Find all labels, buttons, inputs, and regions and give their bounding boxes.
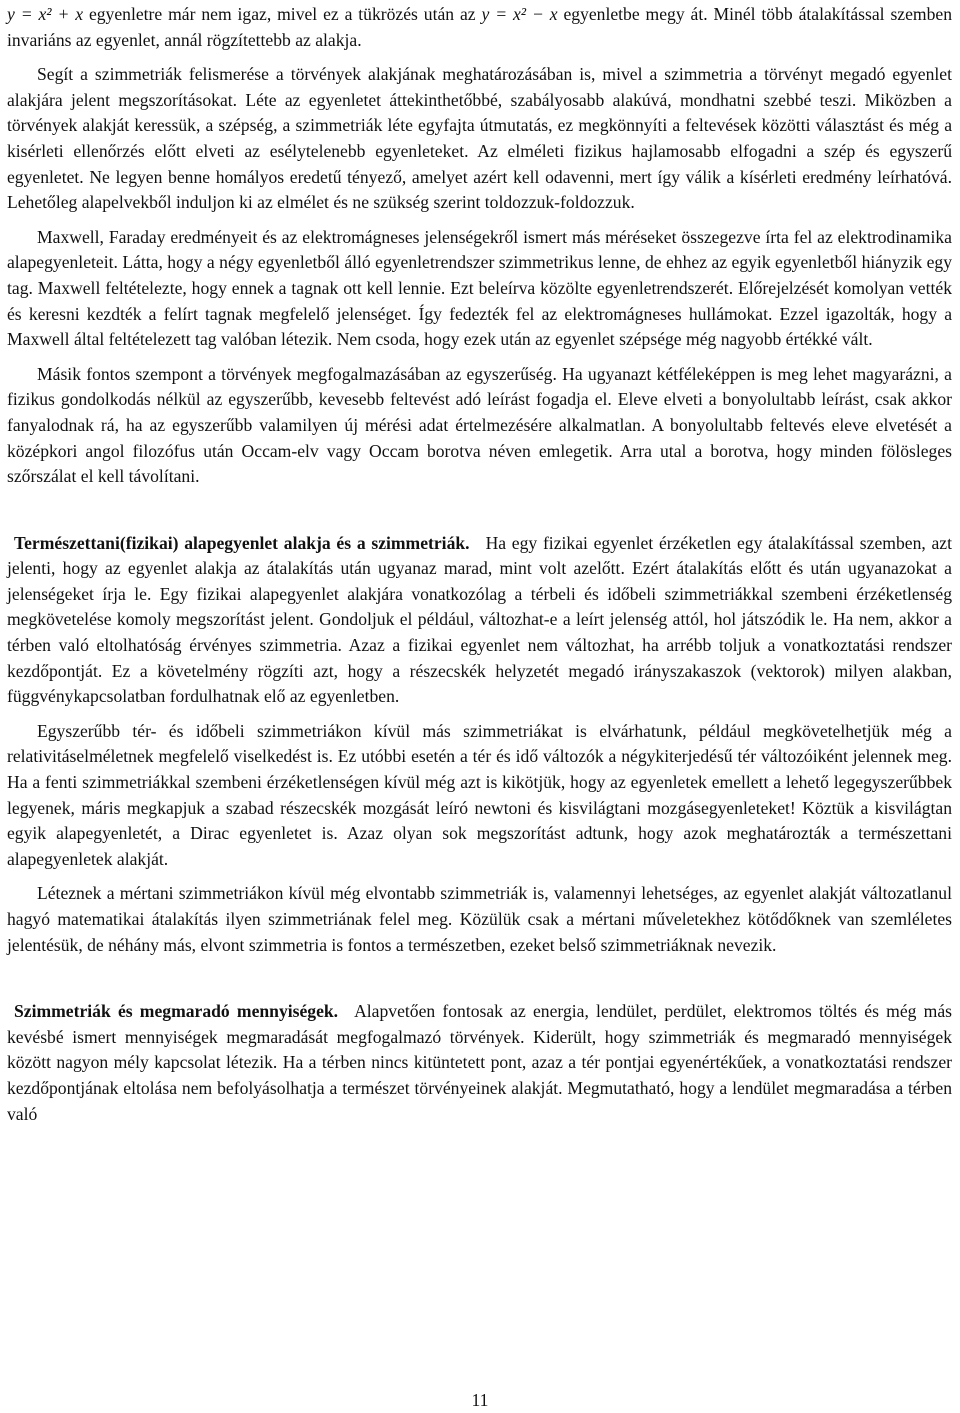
opening-text-part1: egyenletre már nem igaz, mivel ez a tükrözés után az xyxy=(88,4,476,24)
section-megmarado-text: Alapvetően fontosak az energia, lendület, perdület, elektromos töltés és még más kevésbé ismert mennyiségek megmaradását megfogalmazó törvények. Kiderült, hogy szimmetriák és megmaradó mennyiségek között nagyon mély kapcsolat létezik. Ha a térben nincs kitüntetett pont, azaz a tér pontjai egyenértékűek, a vonatkoztatási rendszer kezdőpontjának eltolása nem befolyásolhatja a természet törvényeinek alakját. Megmutatható, hogy a lendület megmaradása a térben való xyxy=(7,1001,952,1124)
paragraph-simplicity: Másik fontos szempont a törvények megfogalmazásában az egyszerűség. Ha ugyanazt kétféleképpen is meg lehet magyarázni, a fizikus gondolkodás nélkül az egyszerűbb, kevesebb feltevést adó leírást fogadja el. Eleve elveti a bonyolultabb leírást, csak akkor fanyalodnak rá, ha az egyszerűbb valamilyen új mérési adat értelmezésére alkalmatlan. A bonyolultabb feltevés eleve elvetését a középkori angol filozófus után Occam-elv vagy Occam borotva néven emlegetik. Arra utal a borotva, hogy minden fölösleges szőrszálat el kell távolítani. xyxy=(7,363,952,487)
paragraph-internal-symmetries: Léteznek a mértani szimmetriákon kívül még elvontabb szimmetriák is, valamennyi lehetséges, az egyenlet alakját változatlanul hagyó matematikai átalakítás ilyen szimmetriának felel meg. Közülük csak a mértani műveletekhez kötődőknek van szemléletes jelentésük, de néhány más, elvont szimmetria is fontos a természetben, ezeket belső szimmetriáknak nevezik. xyxy=(7,883,952,955)
paragraph-relativity: Egyszerűbb tér- és időbeli szimmetriákon kívül más szimmetriákat is elvárhatunk, például megkövetelhetjük még a relativitáselméletnek megfelelő viselkedést is. Ez utóbbi esetén a tér és idő változók a négykiterjedésű tér változóiként jelennek meg. Ha a fenti szimmetriákkal szembeni érzéketlenségen kívül még azt is kikötjük, hogy az egyenletek emellett a lehető legegyszerűbbek legyenek, máris megkapjuk a szabad részecskék mozgását leíró newtoni és kisvilágtani mozgásegyenleteket! Köztük a kisvilágtan egyik alapegyenletét, a Dirac egyenletet is. Azaz olyan sok megszorítást adtunk, hogy azok meghatározták a természettani alapegyenletek alakját. xyxy=(7,720,952,869)
page-number: 11 xyxy=(471,1390,489,1410)
section-heading-megmarado: Szimmetriák és megmaradó mennyiségek. xyxy=(14,1001,339,1022)
section-alapegyenlet-text: Ha egy fizikai egyenlet érzéketlen egy átalakítással szemben, azt jelenti, hogy az egyenlet alakja az átalakítás után ugyanaz marad, mint volt azelőtt. Ezért átalakítás előtt és után ugyanazokat a jelenségeket írja le. Egy fizikai alapegyenlet alakjára vonatkozólag a térbeli és időbeli szimmetriákkal szembeni érzéketlenség megkövetelése komoly megszorítást jelent. Gondoljuk el például, változhat-e a leírt jelenség attól, hol játszódik le. Ha nem, akkor a térben való eltolhatóság érvényes szimmetria. Azaz a fizikai egyenlet nem változhat, ha arrébb toljuk a vonatkoztatási rendszer kezdőpontját. Ez a követelmény rögzíti azt, hogy a részecskék helyzetét megadó irányszakaszok (vektorok) milyen alakban, függvénykapcsolatban fordulhatnak elő az egyenletben. xyxy=(7,532,952,707)
section-megmarado-lead xyxy=(7,999,952,1127)
section-alapegyenlet-lead xyxy=(7,531,952,710)
equation-minus: y = x² − x xyxy=(481,4,558,24)
paragraph-maxwell: Maxwell, Faraday eredményeit és az elektromágneses jelenségekről ismert más méréseket összegezve írta fel az elektrodinamika alapegyenleteit. Látta, hogy a négy egyenletből álló egyenletrendszer szimmetrikus lenne, de ehhez az egyik egyenletből hiányzik egy tag. Maxwell feltételezte, hogy ennek a tagnak ott kell lennie. Ezt beleírva közölte egyenletrendszerét. Előrejelzését komolyan vették és keresni kezdték a felírt tagnak megfelelő jelenséget. Így fedezték fel az elektromágneses hullámokat. Ezzel igazolták, hogy a Maxwell által feltételezett tag valóban létezik. Nem csoda, hogy ezek után az egyenlet szépsége még nagyobb értékké vált. xyxy=(7,226,952,350)
opening-text-part2: egyenletbe megy át. Minél több átalakítással szemben invariáns az egyenlet, annál rögzítettebb az alakja. xyxy=(7,4,953,50)
equation-plus: y = x² + x xyxy=(7,4,84,24)
paragraph-symmetry-guidance: Segít a szimmetriák felismerése a törvények alakjának meghatározásában is, mivel a szimmetria a törvényt megadó egyenlet alakjára jelent megszorításokat. Léte az egyenletet áttekinthetőbbé, szabályosabb alakúvá, mondhatni szebbé teszi. Miközben a törvények alakját keressük, a szépség, a szimmetriák léte egyfajta útmutatás, ez megkönnyíti a feltevések közötti választást és még a kisérleti ellenőrzés előtt elveti az esélytelenebb egyenleteket. Az elméleti fizikus hajlamosabb elfogadni a szép és egyszerű egyenletet. Ne legyen benne homályos eredetű tényező, amelyet azért kell odavenni, mert így válik a kísérleti eredmény leírhatóvá. Lehetőleg alapelvekből induljon ki az elmélet és ne szükség szerint toldozzuk-foldozzuk. xyxy=(7,64,952,213)
opening-paragraph xyxy=(7,2,952,53)
section-heading-alapegyenlet: Természettani(fizikai) alapegyenlet alakja és a szimmetriák. xyxy=(14,532,470,553)
